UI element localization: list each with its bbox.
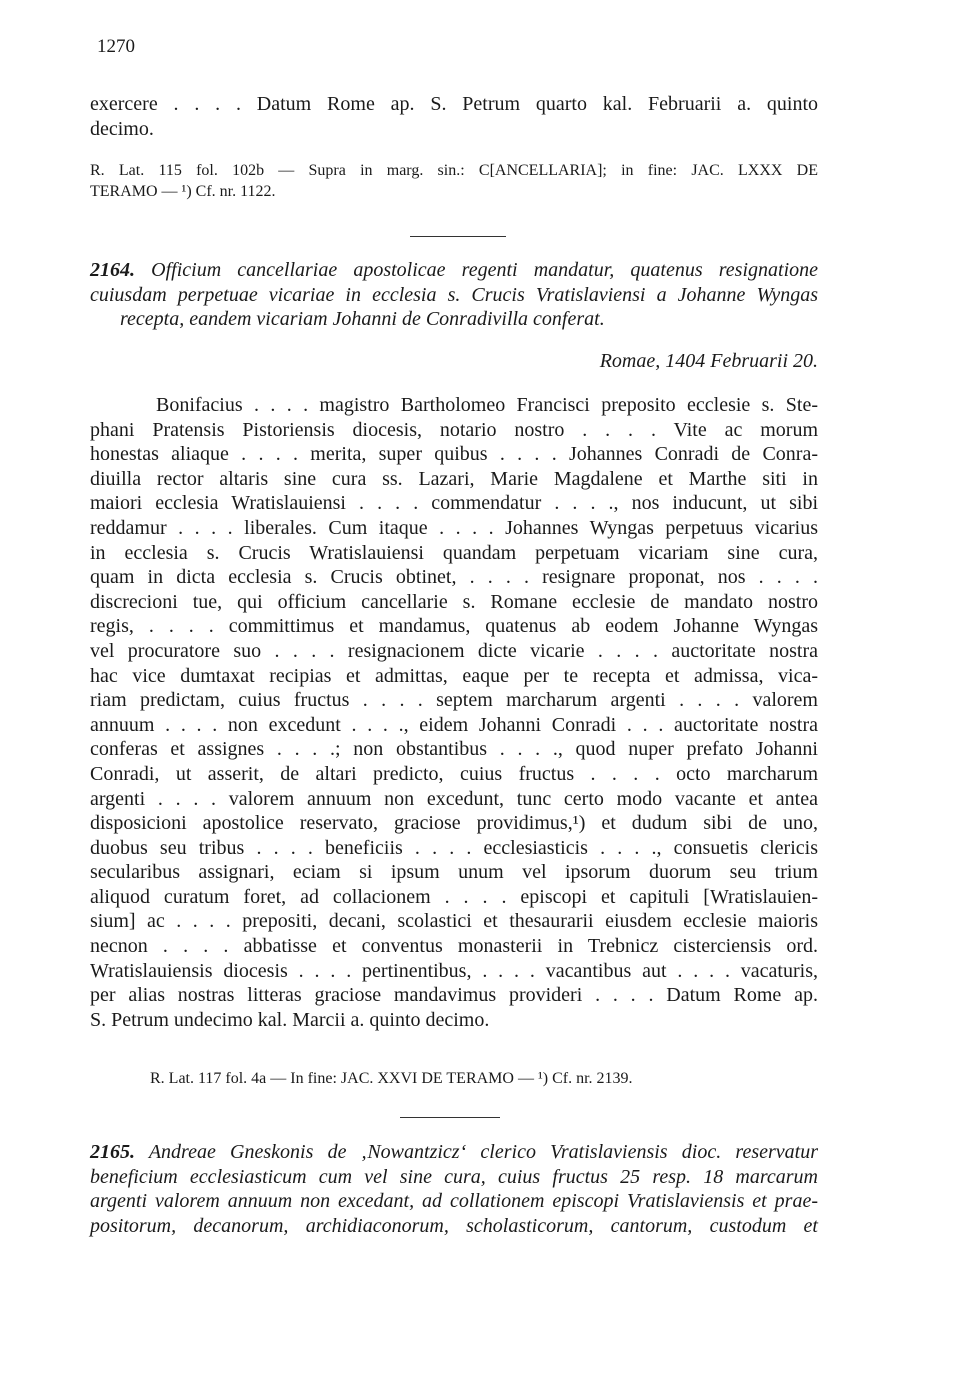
body-line: quam in dicta ecclesia s. Crucis obtinet, . . . . resignare proponat, nos . . . . [90, 566, 818, 589]
body-line: annuum . . . . non excedunt . . . ., eidem Johanni Conradi . . . auctoritate nostra [90, 713, 818, 736]
entry-number: 2164. [90, 259, 135, 281]
footnote-block [90, 160, 818, 202]
summary-line: recepta, eandem vicariam Johanni de Conradivilla conferat. [120, 308, 605, 331]
body-line: argenti . . . . valorem annuum non excedunt, tunc certo modo vacante et antea [90, 787, 818, 810]
body-line: honestas aliaque . . . . merita, super quibus . . . . Johannes Conradi de Conra- [90, 443, 818, 466]
body-line: Wratislauiensis diocesis . . . . pertinentibus, . . . . vacantibus aut . . . . vacaturis, [90, 959, 818, 982]
entry-2164-body [90, 393, 818, 1032]
entry-2164-note [150, 1068, 770, 1089]
section-divider [400, 1117, 500, 1118]
text-line: decimo. [90, 117, 154, 140]
body-line: reddamur . . . . liberales. Cum itaque . . . . Johannes Wyngas perpetuus vicarius [90, 516, 818, 539]
body-line: discrecioni tue, qui officium cancellarie s. Romane ecclesie de mandato nostro [90, 590, 818, 613]
summary-line [90, 258, 818, 283]
body-line: maiori ecclesia Wratislauiensi . . . . commendatur . . . ., nos inducunt, ut sibi [90, 492, 818, 515]
footnote-line: R. Lat. 115 fol. 102b — Supra in marg. sin.: C[ANCELLARIA]; in fine: JAC. LXXX DE [90, 162, 818, 179]
summary-line: positorum, decanorum, archidiaconorum, scholasticorum, cantorum, custodum et [90, 1214, 818, 1237]
summary-line: beneficium ecclesiasticum cum vel sine cura, cuius fructus 25 resp. 18 marcarum [90, 1165, 818, 1188]
section-divider [410, 236, 506, 237]
body-line: duobus seu tribus . . . . beneficiis . . . . ecclesiasticis . . . ., consuetis clericis [90, 836, 818, 859]
page-number: 1270 [97, 36, 135, 57]
body-line: aliquod curatum foret, ad collacionem . . . . episcopi et capituli [Wratislauien- [90, 885, 818, 908]
summary-text: Andreae Gneskonis de ‚Nowantzicz‘ clerico Vratislaviensis dioc. reservatur [148, 1141, 818, 1163]
body-line: riam predictam, cuius fructus . . . . septem marcharum argenti . . . . valorem [90, 689, 818, 712]
entry-2165-summary [90, 1140, 818, 1238]
body-line: necnon . . . . abbatisse et conventus monasterii in Trebnicz cisterciensis ord. [90, 935, 818, 958]
body-line: conferas et assignes . . . .; non obstantibus . . . ., quod nuper prefato Johanni [90, 738, 818, 761]
body-line: sium] ac . . . . prepositi, decani, scolastici et thesaurarii eiusdem ecclesie maioris [90, 910, 818, 933]
body-line: vel procuratore suo . . . . resignacionem dicte vicarie . . . . auctoritate nostra [90, 639, 818, 662]
summary-line [90, 1140, 818, 1165]
body-line: diuilla rector altaris sine cura ss. Lazari, Marie Magdalene et Marthe siti in [90, 467, 818, 490]
body-line: disposicioni apostolice reservato, graciose providimus,¹) et dudum sibi de uno, [90, 812, 818, 835]
body-line: phani Pratensis Pistoriensis diocesis, notario nostro . . . . Vite ac morum [90, 418, 818, 441]
summary-line: cuiusdam perpetuae vicariae in ecclesia s. Crucis Vratislaviensi a Johanne Wyngas [90, 283, 818, 306]
body-line: Conradi, ut asserit, de altari predicto, cuius fructus . . . . octo marcharum [90, 762, 818, 785]
dateline: Romae, 1404 Februarii 20. [599, 350, 818, 372]
entry-2164-summary [90, 258, 818, 332]
body-line: hac vice dumtaxat recipias et admittas, eaque per te recepta et admissa, vica- [90, 664, 818, 687]
body-line: in ecclesia s. Crucis Wratislauiensi quandam perpetuam vicariam sine cura, [90, 541, 818, 564]
body-line: regis, . . . . committimus et mandamus, quatenus ab eodem Johanne Wyngas [90, 615, 818, 638]
continuation-text [90, 92, 818, 141]
footnote-line: TERAMO — ¹) Cf. nr. 1122. [90, 183, 276, 200]
body-line: Bonifacius . . . . magistro Bartholomeo Francisci preposito ecclesie s. Ste- [156, 394, 818, 416]
footnote-line: R. Lat. 117 fol. 4a — In fine: JAC. XXVI DE TERAMO — ¹) Cf. nr. 2139. [150, 1070, 633, 1087]
body-line: per alias nostras litteras graciose mandavimus provideri . . . . Datum Rome ap. [90, 984, 818, 1007]
text-line: exercere . . . . Datum Rome ap. S. Petrum quarto kal. Februarii a. quinto [90, 93, 818, 115]
summary-text: Officium cancellariae apostolicae regenti mandatur, quatenus resignatione [151, 259, 819, 281]
body-line: secularibus assignari, eciam si ipsum unum vel ipsorum duorum seu trium [90, 861, 818, 884]
summary-line: argenti valorem annuum non excedant, ad collationem episcopi Vratislaviensis et prae- [90, 1190, 818, 1213]
entry-number: 2165. [90, 1141, 135, 1163]
body-line: S. Petrum undecimo kal. Marcii a. quinto decimo. [90, 1008, 490, 1031]
